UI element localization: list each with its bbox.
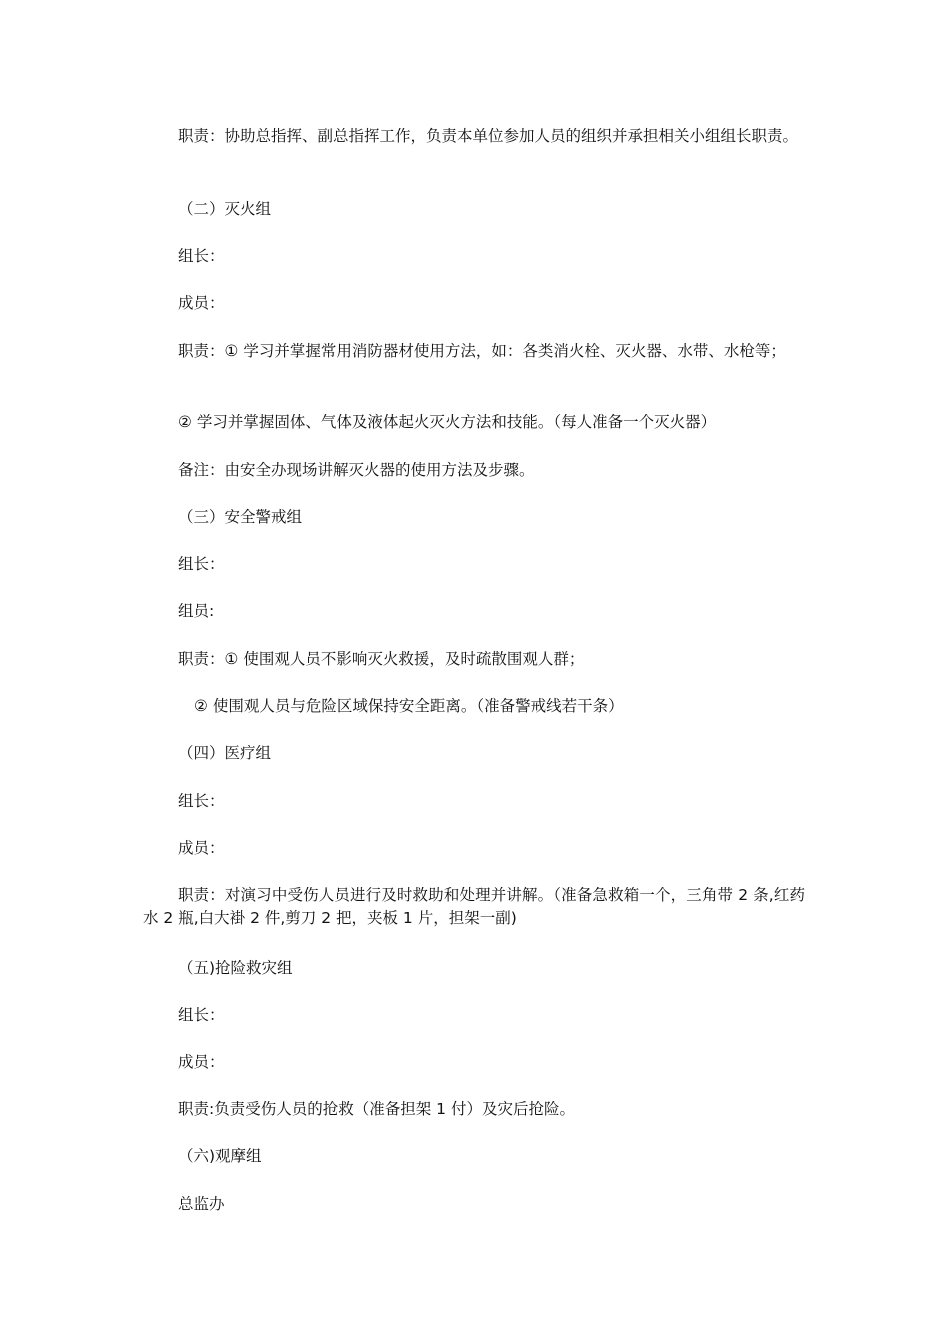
leader-line: 组长： (178, 792, 225, 810)
duty-item-2-firefighting: ② 学习并掌握固体、气体及液体起火灭火方法和技能。（每人准备一个灭火器） (178, 413, 717, 431)
duty-item-1-security: 职责：① 使围观人员不影响灭火救援，及时疏散围观人群； (178, 650, 585, 668)
section-heading-observation: （六)观摩组 (178, 1147, 262, 1165)
member-line: 成员： (178, 839, 225, 857)
section-heading-rescue: （五)抢险救灾组 (178, 959, 293, 977)
leader-line: 组长： (178, 247, 225, 265)
observer-line: 总监办 (178, 1195, 225, 1213)
duty-paragraph-commander: 职责：协助总指挥、副总指挥工作，负责本单位参加人员的组织并承担相关小组组长职责。 (178, 127, 799, 145)
remark-line: 备注：由安全办现场讲解灭火器的使用方法及步骤。 (178, 461, 535, 479)
duty-paragraph-firefighting: 职责：① 学习并掌握常用消防器材使用方法，如：各类消火栓、灭火器、水带、水枪等； (178, 342, 786, 360)
leader-line: 组长： (178, 1006, 225, 1024)
member-line: 成员： (178, 294, 225, 312)
leader-line: 组长： (178, 555, 225, 573)
section-heading-firefighting: （二）灭火组 (178, 200, 272, 218)
member-line: 成员： (178, 1053, 225, 1071)
duty-paragraph-medical: 职责：对演习中受伤人员进行及时救助和处理并讲解。（准备急救箱一个，三角带 2 条,红药水 2 瓶,白大褂 2 件,剪刀 2 把，夹板 1 片，担架一副) (143, 886, 805, 927)
section-heading-medical: （四）医疗组 (178, 744, 272, 762)
duty-item-2-security: ② 使围观人员与危险区域保持安全距离。（准备警戒线若干条） (194, 697, 624, 715)
member-line: 组员: (178, 602, 215, 620)
section-heading-security: （三）安全警戒组 (178, 508, 303, 526)
duty-line-rescue: 职责:负责受伤人员的抢救（准备担架 1 付）及灾后抢险。 (178, 1100, 575, 1118)
